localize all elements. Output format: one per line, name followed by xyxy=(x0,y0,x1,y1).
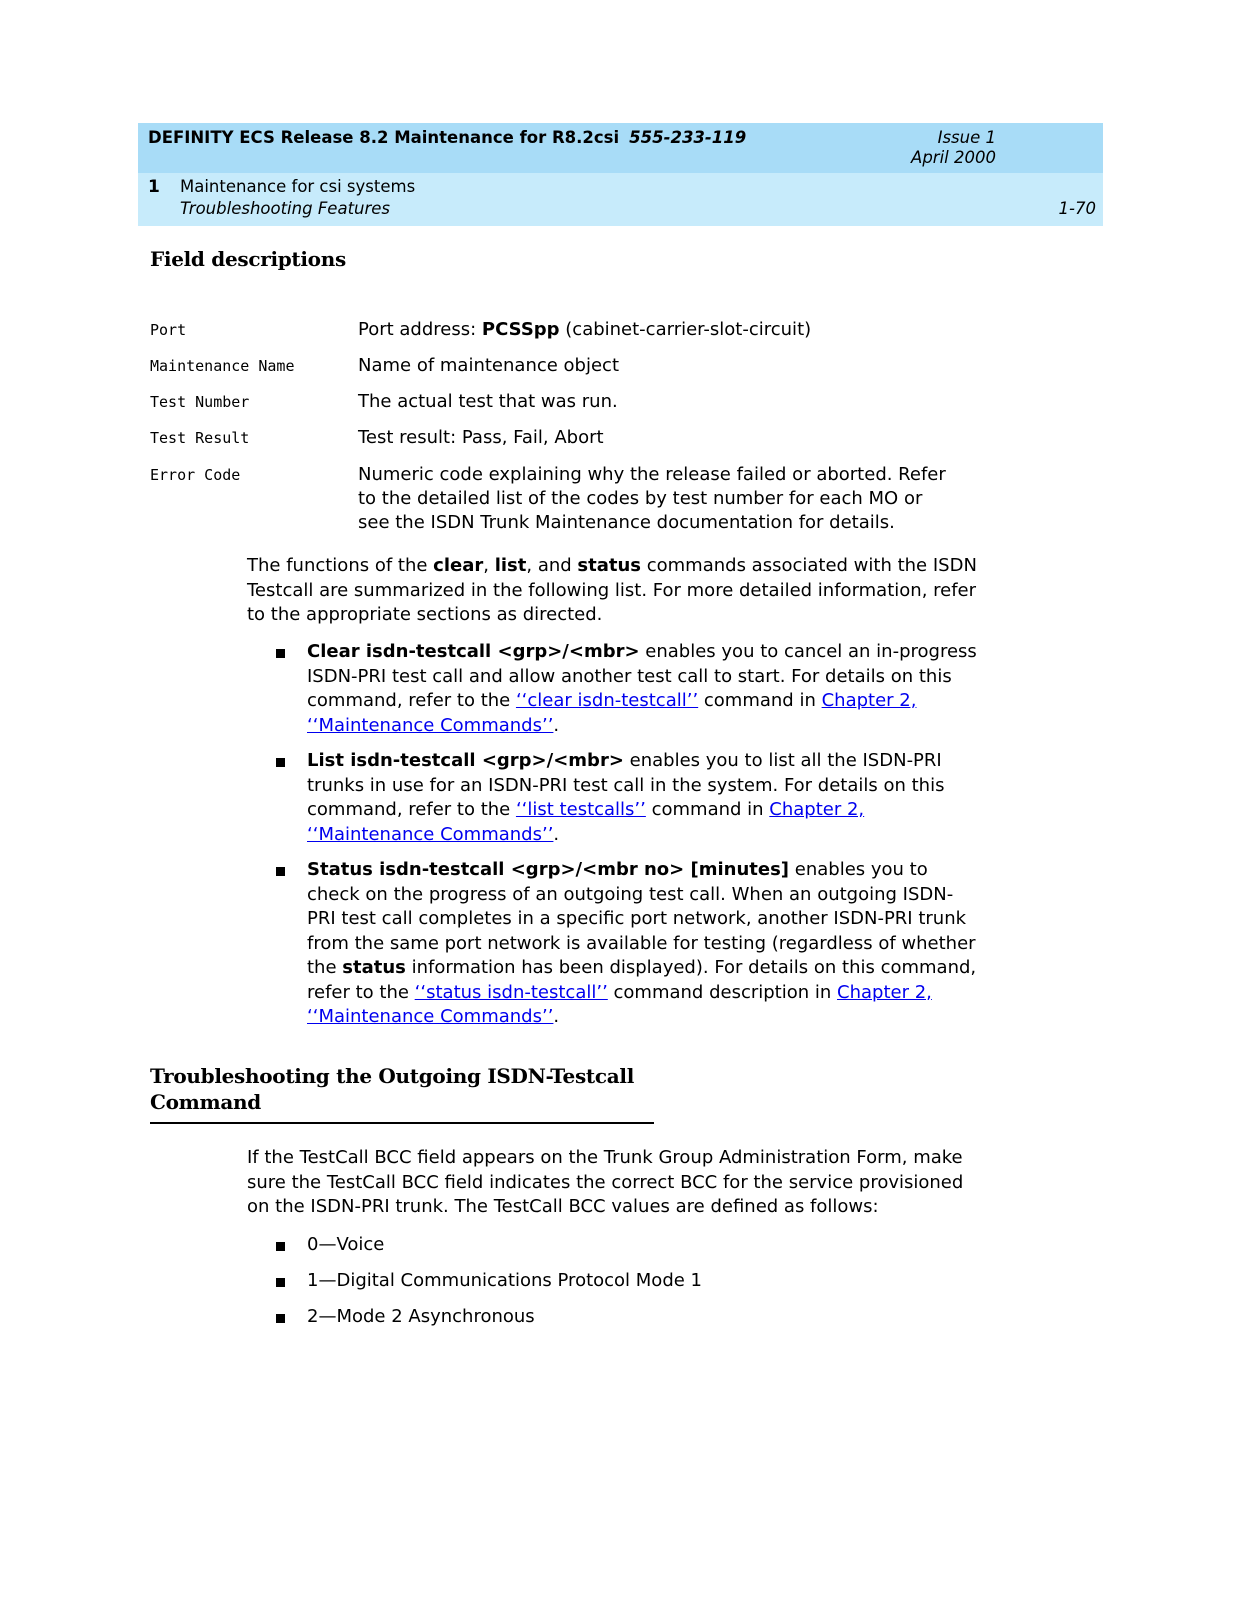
bullet-body: command description in xyxy=(607,981,838,1003)
section-title: Troubleshooting Features xyxy=(180,199,391,218)
field-description: Test result: Pass, Fail, Abort xyxy=(358,427,604,448)
clear-keyword: clear xyxy=(433,555,484,576)
para-text: commands associated with the ISDN Testcall are summarized in the following list. For more detailed information, refer to the appropriate sections as directed. xyxy=(247,555,977,625)
functions-paragraph xyxy=(247,554,977,628)
testcall-bcc-paragraph: If the TestCall BCC field appears on the Trunk Group Administration Form, make sure the TestCall BCC field indicates the correct BCC for the service provisioned on the ISDN-PRI trunk. The TestCall BCC values are defined as follows: xyxy=(247,1147,964,1217)
chapter-2-link[interactable]: Chapter 2, ‘‘Maintenance Commands’’ xyxy=(307,981,932,1027)
bullet-body: enables you to cancel an in-progress ISDN-PRI test call and allow another test call to start. For details on this command, refer to the xyxy=(307,641,977,711)
field-description: Name of maintenance object xyxy=(358,355,620,376)
book-title: DEFINITY ECS Release 8.2 Maintenance for R8.2csi xyxy=(148,128,620,147)
desc-text: (cabinet-carrier-slot-circuit) xyxy=(559,319,812,340)
document-number: 555-233-119 xyxy=(629,128,747,147)
heading-line: Troubleshooting the Outgoing ISDN-Testcall xyxy=(150,1064,634,1088)
bcc-value: 2—Mode 2 Asynchronous xyxy=(307,1306,535,1327)
bcc-value: 0—Voice xyxy=(307,1234,385,1255)
heading-line: Command xyxy=(150,1090,261,1114)
field-name: Test Result xyxy=(150,429,250,447)
desc-bold: PCSSpp xyxy=(481,319,560,340)
status-isdn-testcall-link[interactable]: ‘‘status isdn-testcall’’ xyxy=(414,981,608,1003)
field-name: Test Number xyxy=(150,393,250,411)
bullet-body: information has been displayed). For details on this command, refer to the xyxy=(307,957,977,1003)
bullet-square-icon xyxy=(276,1242,285,1251)
para-text: , xyxy=(483,555,495,576)
issue-block xyxy=(876,128,996,168)
bullet-square-icon xyxy=(276,1278,285,1287)
command-syntax: List isdn-testcall <grp>/<mbr> xyxy=(307,750,624,771)
field-description: Numeric code explaining why the release failed or aborted. Refer to the detailed list of the codes by test number for each MO or see the ISDN Trunk Maintenance documentation for details. xyxy=(358,464,946,533)
bullet-text xyxy=(307,749,977,847)
bullet-body: . xyxy=(553,1006,560,1027)
field-name: Port xyxy=(150,321,187,339)
bullet-square-icon xyxy=(276,758,285,767)
bullet-square-icon xyxy=(276,867,285,876)
bullet-body: enables you to check on the progress of an outgoing test call. When an outgoing ISDN-PRI test call completes in a specific port network, another ISDN-PRI trunk from the same port network is available for testing (regardless of whether the xyxy=(307,859,976,978)
para-text: , and xyxy=(526,555,578,576)
bullet-body: enables you to list all the ISDN-PRI trunks in use for an ISDN-PRI test call in the system. For details on this command, refer to the xyxy=(307,750,945,820)
clear-isdn-testcall-link[interactable]: ‘‘clear isdn-testcall’’ xyxy=(515,690,699,711)
status-keyword: status xyxy=(577,555,642,576)
field-name: Error Code xyxy=(150,466,241,484)
bullet-body: command in xyxy=(698,690,822,711)
bullet-text xyxy=(307,640,977,738)
issue-date: April 2000 xyxy=(911,148,996,167)
page-number: 1-70 xyxy=(1058,199,1096,218)
field-descriptions-heading: Field descriptions xyxy=(150,247,346,271)
chapter-2-link[interactable]: Chapter 2, ‘‘Maintenance Commands’’ xyxy=(307,690,917,736)
chapter-2-link[interactable]: Chapter 2, ‘‘Maintenance Commands’’ xyxy=(307,799,865,845)
chapter-number: 1 xyxy=(148,177,160,197)
command-syntax: Status isdn-testcall <grp>/<mbr no> [minutes] xyxy=(307,859,790,880)
desc-text: Port address: xyxy=(358,319,482,340)
bullet-body: command in xyxy=(645,799,770,820)
para-text: The functions of the xyxy=(247,555,434,576)
field-description: The actual test that was run. xyxy=(358,391,618,412)
bullet-square-icon xyxy=(276,649,285,658)
field-name: Maintenance Name xyxy=(150,357,295,375)
chapter-title: Maintenance for csi systems xyxy=(180,177,416,196)
field-description xyxy=(358,318,958,342)
running-header-top xyxy=(138,123,1103,173)
document-title xyxy=(148,128,746,147)
troubleshooting-heading xyxy=(150,1063,634,1115)
bcc-value: 1—Digital Communications Protocol Mode 1 xyxy=(307,1270,702,1291)
bullet-square-icon xyxy=(276,1314,285,1323)
issue-label: Issue 1 xyxy=(937,128,996,147)
list-keyword: list xyxy=(494,555,527,576)
heading-rule xyxy=(150,1122,654,1124)
bullet-body: . xyxy=(553,714,560,736)
bullet-body: . xyxy=(553,823,560,845)
running-header-bottom xyxy=(138,173,1103,226)
command-syntax: Clear isdn-testcall <grp>/<mbr> xyxy=(307,641,640,662)
bullet-text xyxy=(307,858,977,1030)
status-keyword: status xyxy=(342,957,406,978)
list-testcalls-link[interactable]: ‘‘list testcalls’’ xyxy=(515,799,646,820)
